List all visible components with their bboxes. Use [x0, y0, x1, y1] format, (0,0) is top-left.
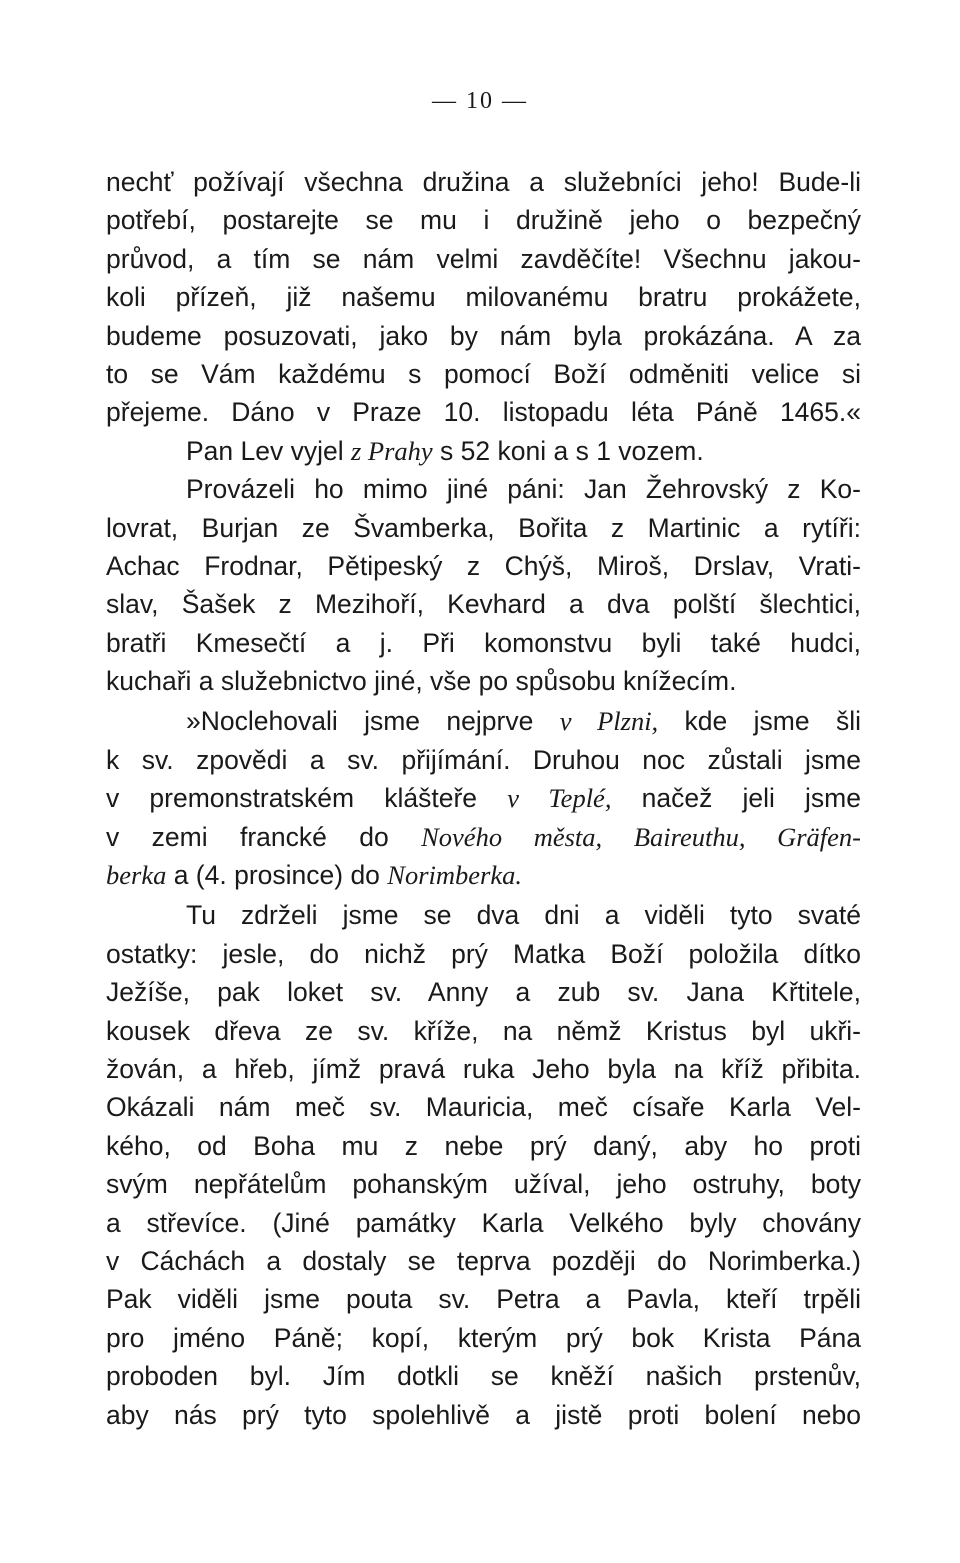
- text-run: načež jeli jsme: [611, 783, 861, 814]
- text-run: v premonstratském klášteře: [106, 783, 508, 814]
- text-line: Ježíše, pak loket sv. Anny a zub sv. Jana Křtitele,: [106, 977, 861, 1008]
- text-line: to se Vám každému s pomocí Boží odměniti velice si: [106, 358, 861, 389]
- paragraph-line: [106, 818, 861, 856]
- text-line: bratři Kmesečtí a j. Při komonstvu byli také hudci,: [106, 627, 861, 658]
- paragraph-line: [106, 432, 861, 470]
- text-line: potřebí, postarejte se mu i družině jeho o bezpečný: [106, 205, 861, 236]
- text-line: Provázeli ho mimo jiné páni: Jan Žehrovský z Ko-: [186, 474, 861, 505]
- text-line: žován, a hřeb, jímž pravá ruka Jeho byla na kříž přibita.: [106, 1053, 861, 1084]
- text-line: budeme posuzovati, jako by nám byla prokázána. A za: [106, 320, 861, 351]
- text-line: k sv. zpovědi a sv. přijímání. Druhou noc zůstali jsme: [106, 744, 861, 775]
- place-name: berka: [106, 860, 167, 891]
- place-name: Norimberka.: [387, 860, 522, 891]
- text-line: svým nepřátelům pohanským užíval, jeho ostruhy, boty: [106, 1169, 861, 1200]
- text-line: ostatky: jesle, do nichž prý Matka Boží položila dítko: [106, 938, 861, 969]
- text-line: přejeme. Dáno v Praze 10. listopadu léta Páně 1465.«: [106, 397, 861, 428]
- text-line: proboden byl. Jím dotkli se kněží našich prstenův,: [106, 1361, 861, 1392]
- page-number: — 10 —: [432, 88, 528, 114]
- text-line: v Cáchách a dostaly se teprva později do Norimberka.): [106, 1245, 861, 1276]
- text-line: aby nás prý tyto spolehlivě a jistě proti bolení nebo: [106, 1399, 861, 1430]
- body-text: [106, 163, 861, 1434]
- text-line: nechť požívají všechna družina a služebníci jeho! Bude-li: [106, 167, 861, 197]
- text-line: Achac Frodnar, Pětipeský z Chýš, Miroš, Drslav, Vrati-: [106, 550, 861, 581]
- text-run: s 52 koni a s 1 vozem.: [432, 435, 704, 466]
- text-line: a střevíce. (Jiné památky Karla Velkého byly chovány: [106, 1207, 861, 1238]
- text-line: pro jméno Páně; kopí, kterým prý bok Krista Pána: [106, 1322, 861, 1353]
- text-line: Pak viděli jsme pouta sv. Petra a Pavla, kteří trpěli: [106, 1284, 861, 1315]
- place-name: z Prahy: [350, 435, 433, 466]
- place-name: v Teplé,: [507, 783, 612, 814]
- text-run: »Noclehovali jsme nejprve: [186, 706, 560, 737]
- text-run: v zemi francké do: [106, 821, 422, 852]
- place-name: Nového města, Baireuthu, Gräfen-: [421, 821, 861, 852]
- paragraph-line: [106, 702, 861, 740]
- text-line: kuchaři a služebnictvo jiné, vše po spůsobu knížecím.: [106, 666, 737, 697]
- text-run: kde jsme šli: [658, 706, 861, 737]
- paragraph-line: [106, 856, 861, 894]
- text-run: Pan Lev vyjel: [186, 435, 351, 466]
- text-line: průvod, a tím se nám velmi zavděčíte! Všechnu jakou-: [106, 243, 861, 274]
- text-run: a (4. prosince) do: [166, 860, 388, 891]
- paragraph-line: [106, 779, 861, 817]
- text-line: lovrat, Burjan ze Švamberka, Bořita z Martinic a rytíři:: [106, 512, 861, 543]
- text-line: kého, od Boha mu z nebe prý daný, aby ho proti: [106, 1130, 861, 1161]
- text-line: Tu zdrželi jsme se dva dni a viděli tyto svaté: [186, 900, 861, 931]
- text-line: koli přízeň, již našemu milovanému bratru prokážete,: [106, 282, 861, 313]
- text-line: kousek dřeva ze sv. kříže, na němž Kristus byl ukři-: [106, 1015, 861, 1046]
- place-name: v Plzni,: [559, 706, 659, 737]
- text-line: slav, Šašek z Mezihoří, Kevhard a dva polští šlechtici,: [106, 589, 861, 620]
- text-line: Okázali nám meč sv. Mauricia, meč císaře Karla Vel-: [106, 1092, 861, 1123]
